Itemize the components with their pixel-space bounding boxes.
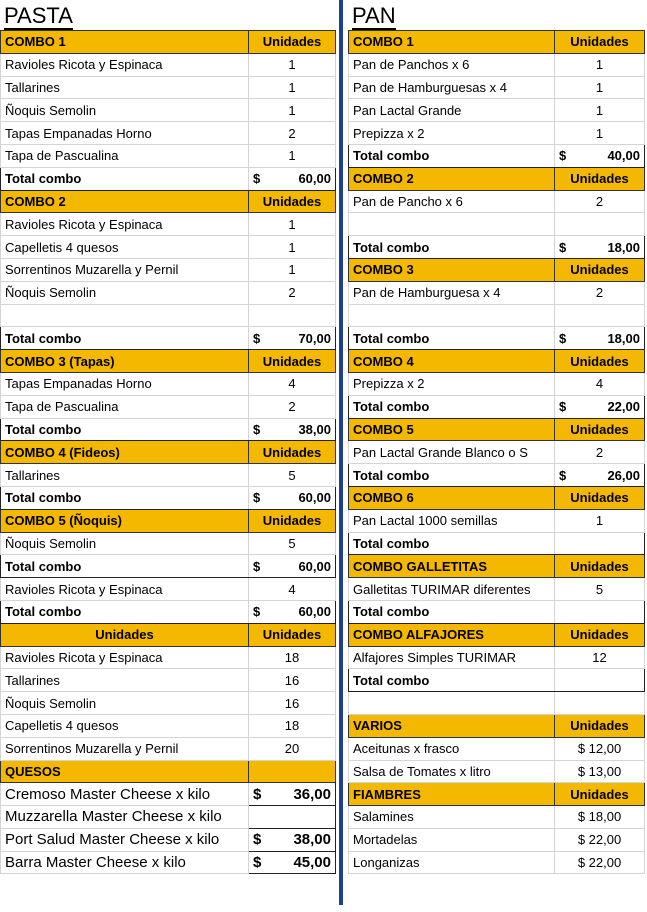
table-row (349, 806, 645, 829)
price-cell (249, 828, 336, 851)
row-label: Total combo (1, 167, 249, 190)
table-row (349, 441, 645, 464)
table-row (349, 555, 645, 578)
currency-symbol: $ (253, 490, 261, 506)
pan-section (348, 0, 645, 874)
row-label: Ravioles Ricota y Espinaca (1, 578, 249, 601)
units-header: Unidades (249, 350, 336, 373)
price-cell (249, 418, 336, 441)
table-row (349, 99, 645, 122)
pan-heading (348, 0, 645, 30)
row-label: Aceitunas x frasco (349, 737, 555, 760)
currency-symbol: $ (559, 239, 567, 255)
table-row (1, 122, 336, 145)
quantity-cell: $ 13,00 (555, 760, 645, 783)
row-label: COMBO 6 (349, 486, 555, 509)
table-row (1, 76, 336, 99)
currency-symbol: $ (253, 330, 261, 346)
units-header: Unidades (249, 623, 336, 646)
quantity-cell: $ 18,00 (555, 806, 645, 829)
quantity-cell: 1 (249, 99, 336, 122)
quantity-cell: 1 (249, 213, 336, 236)
table-row (1, 144, 336, 167)
row-label: COMBO ALFAJORES (349, 623, 555, 646)
row-label: Ñoquis Semolin (1, 281, 249, 304)
table-row (349, 646, 645, 669)
row-label: COMBO 1 (1, 31, 249, 54)
row-label: Total combo (1, 418, 249, 441)
row-label: Tapas Empanadas Horno (1, 372, 249, 395)
table-row (1, 646, 336, 669)
table-row (349, 53, 645, 76)
row-label: Sorrentinos Muzarella y Pernil (1, 737, 249, 760)
price-amount: 22,00 (607, 399, 640, 415)
row-label: Tallarines (1, 669, 249, 692)
quantity-cell: 20 (249, 737, 336, 760)
row-label: Pan de Panchos x 6 (349, 53, 555, 76)
price-amount: 60,00 (298, 558, 331, 574)
quantity-cell: 12 (555, 646, 645, 669)
quantity-cell: 4 (555, 372, 645, 395)
units-header: Unidades (555, 418, 645, 441)
table-row (1, 190, 336, 213)
currency-symbol: $ (253, 558, 261, 574)
quantity-cell (555, 532, 645, 555)
table-row (349, 578, 645, 601)
table-row (1, 578, 336, 601)
table-row (1, 53, 336, 76)
row-label: Pan de Pancho x 6 (349, 190, 555, 213)
row-label: COMBO GALLETITAS (349, 555, 555, 578)
table-row (1, 623, 336, 646)
price-amount: 40,00 (607, 148, 640, 164)
table-row (1, 304, 336, 327)
row-label: COMBO 2 (1, 190, 249, 213)
quantity-cell (555, 213, 645, 236)
quantity-cell: 16 (249, 669, 336, 692)
row-label: Muzzarella Master Cheese x kilo (1, 806, 249, 829)
price-cell (555, 144, 645, 167)
row-label: FIAMBRES (349, 783, 555, 806)
row-label: COMBO 2 (349, 167, 555, 190)
pan-title: PAN (352, 3, 396, 28)
table-row (349, 714, 645, 737)
price-cell (249, 327, 336, 350)
table-row (349, 258, 645, 281)
row-label: Ravioles Ricota y Espinaca (1, 53, 249, 76)
quantity-cell: 1 (249, 53, 336, 76)
units-header: Unidades (249, 509, 336, 532)
row-label: Pan Lactal Grande (349, 99, 555, 122)
currency-symbol: $ (559, 467, 567, 483)
price-cell (249, 851, 336, 874)
row-label: COMBO 1 (349, 31, 555, 54)
units-header: Unidades (555, 486, 645, 509)
table-row (349, 213, 645, 236)
table-row (349, 509, 645, 532)
table-row (349, 304, 645, 327)
row-label: Pan de Hamburguesas x 4 (349, 76, 555, 99)
row-label: Ravioles Ricota y Espinaca (1, 213, 249, 236)
price-amount: 18,00 (607, 239, 640, 255)
table-row (1, 486, 336, 509)
table-row (1, 327, 336, 350)
currency-symbol: $ (253, 604, 261, 620)
row-label: Barra Master Cheese x kilo (1, 851, 249, 874)
price-cell (249, 783, 336, 806)
row-label: Total combo (349, 600, 555, 623)
table-row (1, 692, 336, 715)
row-label: COMBO 4 (Fideos) (1, 441, 249, 464)
row-label: Total combo (349, 532, 555, 555)
table-row (1, 167, 336, 190)
price-amount: 36,00 (293, 785, 331, 803)
row-label: Capelletis 4 quesos (1, 714, 249, 737)
row-label (1, 304, 249, 327)
table-row (1, 395, 336, 418)
pasta-table (0, 30, 336, 874)
table-row (1, 236, 336, 259)
units-header: Unidades (555, 555, 645, 578)
table-row (1, 851, 336, 874)
table-row (349, 737, 645, 760)
row-label: Total combo (349, 236, 555, 259)
currency-symbol: $ (253, 854, 262, 872)
price-cell (249, 555, 336, 578)
row-label: Total combo (1, 486, 249, 509)
quantity-cell: 5 (249, 532, 336, 555)
pasta-section (0, 0, 336, 874)
units-header: Unidades (249, 441, 336, 464)
quantity-cell: 16 (249, 692, 336, 715)
row-label: Galletitas TURIMAR diferentes (349, 578, 555, 601)
price-amount: 38,00 (293, 831, 331, 849)
quantity-cell: 1 (555, 99, 645, 122)
price-cell (555, 464, 645, 487)
table-row (1, 213, 336, 236)
pasta-title: PASTA (4, 3, 73, 28)
quantity-cell: 1 (555, 53, 645, 76)
quantity-cell: 2 (249, 122, 336, 145)
quantity-cell: 5 (555, 578, 645, 601)
table-row (349, 623, 645, 646)
units-header: Unidades (555, 167, 645, 190)
row-label: Sorrentinos Muzarella y Pernil (1, 258, 249, 281)
pasta-heading (0, 0, 336, 30)
table-row (349, 600, 645, 623)
table-row (1, 737, 336, 760)
currency-symbol: $ (253, 785, 262, 803)
row-label: Total combo (1, 327, 249, 350)
currency-symbol: $ (559, 148, 567, 164)
table-row (349, 418, 645, 441)
quantity-cell: 1 (249, 144, 336, 167)
row-label: Pan Lactal Grande Blanco o S (349, 441, 555, 464)
table-row (1, 258, 336, 281)
row-label: Salsa de Tomates x litro (349, 760, 555, 783)
table-row (349, 144, 645, 167)
units-header: Unidades (555, 31, 645, 54)
quantity-cell: 2 (249, 395, 336, 418)
table-row (1, 669, 336, 692)
row-label: Total combo (349, 327, 555, 350)
table-row (1, 281, 336, 304)
table-row (1, 783, 336, 806)
row-label: Mortadelas (349, 828, 555, 851)
row-label: Total combo (349, 669, 555, 692)
quantity-cell: 18 (249, 714, 336, 737)
row-label: VARIOS (349, 714, 555, 737)
row-label: Ravioles Ricota y Espinaca (1, 646, 249, 669)
price-amount: 60,00 (298, 604, 331, 620)
units-header: Unidades (555, 350, 645, 373)
row-label: Prepizza x 2 (349, 122, 555, 145)
table-row (1, 600, 336, 623)
price-cell (249, 167, 336, 190)
quantity-cell (555, 600, 645, 623)
table-row (349, 692, 645, 715)
row-label: Ñoquis Semolin (1, 99, 249, 122)
units-header: Unidades (555, 623, 645, 646)
quantity-cell: 1 (555, 509, 645, 532)
table-row (1, 372, 336, 395)
table-row (349, 783, 645, 806)
row-label: COMBO 3 (349, 258, 555, 281)
row-label: QUESOS (1, 760, 249, 783)
quantity-cell: 2 (555, 441, 645, 464)
price-amount: 38,00 (298, 421, 331, 437)
price-cell (555, 395, 645, 418)
row-label: Unidades (1, 623, 249, 646)
quantity-cell: 1 (249, 76, 336, 99)
units-header (249, 760, 336, 783)
row-label: COMBO 4 (349, 350, 555, 373)
row-label: Cremoso Master Cheese x kilo (1, 783, 249, 806)
quantity-cell: 2 (555, 281, 645, 304)
table-row (1, 714, 336, 737)
row-label: COMBO 5 (349, 418, 555, 441)
table-row (1, 828, 336, 851)
row-label (349, 213, 555, 236)
quantity-cell: 1 (555, 76, 645, 99)
row-label: Tapa de Pascualina (1, 144, 249, 167)
quantity-cell: 4 (249, 372, 336, 395)
table-row (1, 509, 336, 532)
price-cell (249, 600, 336, 623)
table-row (1, 760, 336, 783)
row-label: Total combo (349, 464, 555, 487)
table-row (1, 350, 336, 373)
row-label: Port Salud Master Cheese x kilo (1, 828, 249, 851)
price-amount: 60,00 (298, 490, 331, 506)
quantity-cell: $ 22,00 (555, 851, 645, 874)
row-label: Alfajores Simples TURIMAR (349, 646, 555, 669)
table-row (1, 31, 336, 54)
table-row (1, 418, 336, 441)
row-label: Total combo (349, 395, 555, 418)
table-row (1, 441, 336, 464)
units-header: Unidades (555, 783, 645, 806)
units-header: Unidades (555, 714, 645, 737)
table-row (349, 760, 645, 783)
row-label: Tapas Empanadas Horno (1, 122, 249, 145)
currency-symbol: $ (559, 330, 567, 346)
price-amount: 60,00 (298, 171, 331, 187)
price-amount: 26,00 (607, 467, 640, 483)
table-row (349, 669, 645, 692)
row-label: COMBO 3 (Tapas) (1, 350, 249, 373)
table-row (1, 555, 336, 578)
row-label: Tallarines (1, 464, 249, 487)
pan-table (348, 30, 645, 874)
quantity-cell (555, 304, 645, 327)
table-row (349, 76, 645, 99)
quantity-cell: 2 (555, 190, 645, 213)
units-header: Unidades (249, 31, 336, 54)
quantity-cell: $ 12,00 (555, 737, 645, 760)
quantity-cell (555, 692, 645, 715)
row-label: Longanizas (349, 851, 555, 874)
table-row (349, 532, 645, 555)
quantity-cell (249, 806, 336, 829)
table-row (349, 31, 645, 54)
price-amount: 70,00 (298, 330, 331, 346)
table-row (1, 464, 336, 487)
currency-symbol: $ (253, 171, 261, 187)
table-row (349, 372, 645, 395)
table-row (349, 464, 645, 487)
units-header: Unidades (249, 190, 336, 213)
row-label: Salamines (349, 806, 555, 829)
quantity-cell: 1 (249, 258, 336, 281)
quantity-cell: 1 (249, 236, 336, 259)
table-row (349, 281, 645, 304)
currency-symbol: $ (253, 831, 262, 849)
units-header: Unidades (555, 258, 645, 281)
row-label: Total combo (349, 144, 555, 167)
price-amount: 45,00 (293, 854, 331, 872)
price-amount: 18,00 (607, 330, 640, 346)
table-row (349, 350, 645, 373)
currency-symbol: $ (559, 399, 567, 415)
row-label: Pan de Hamburguesa x 4 (349, 281, 555, 304)
quantity-cell: 2 (249, 281, 336, 304)
quantity-cell: 18 (249, 646, 336, 669)
table-row (349, 122, 645, 145)
quantity-cell: 4 (249, 578, 336, 601)
row-label: COMBO 5 (Ñoquis) (1, 509, 249, 532)
row-label: Total combo (1, 555, 249, 578)
quantity-cell (249, 304, 336, 327)
row-label: Pan Lactal 1000 semillas (349, 509, 555, 532)
row-label: Tapa de Pascualina (1, 395, 249, 418)
quantity-cell (555, 669, 645, 692)
table-row (1, 532, 336, 555)
column-divider (339, 0, 343, 905)
row-label: Tallarines (1, 76, 249, 99)
row-label: Capelletis 4 quesos (1, 236, 249, 259)
price-cell (249, 486, 336, 509)
quantity-cell: 1 (555, 122, 645, 145)
currency-symbol: $ (253, 421, 261, 437)
row-label: Ñoquis Semolin (1, 692, 249, 715)
row-label (349, 692, 555, 715)
table-row (349, 486, 645, 509)
price-cell (555, 236, 645, 259)
quantity-cell: $ 22,00 (555, 828, 645, 851)
table-row (349, 327, 645, 350)
row-label (349, 304, 555, 327)
table-row (349, 167, 645, 190)
table-row (349, 395, 645, 418)
table-row (349, 190, 645, 213)
quantity-cell: 5 (249, 464, 336, 487)
table-row (1, 99, 336, 122)
price-cell (555, 327, 645, 350)
table-row (1, 806, 336, 829)
row-label: Ñoquis Semolin (1, 532, 249, 555)
row-label: Prepizza x 2 (349, 372, 555, 395)
table-row (349, 828, 645, 851)
row-label: Total combo (1, 600, 249, 623)
table-row (349, 851, 645, 874)
table-row (349, 236, 645, 259)
